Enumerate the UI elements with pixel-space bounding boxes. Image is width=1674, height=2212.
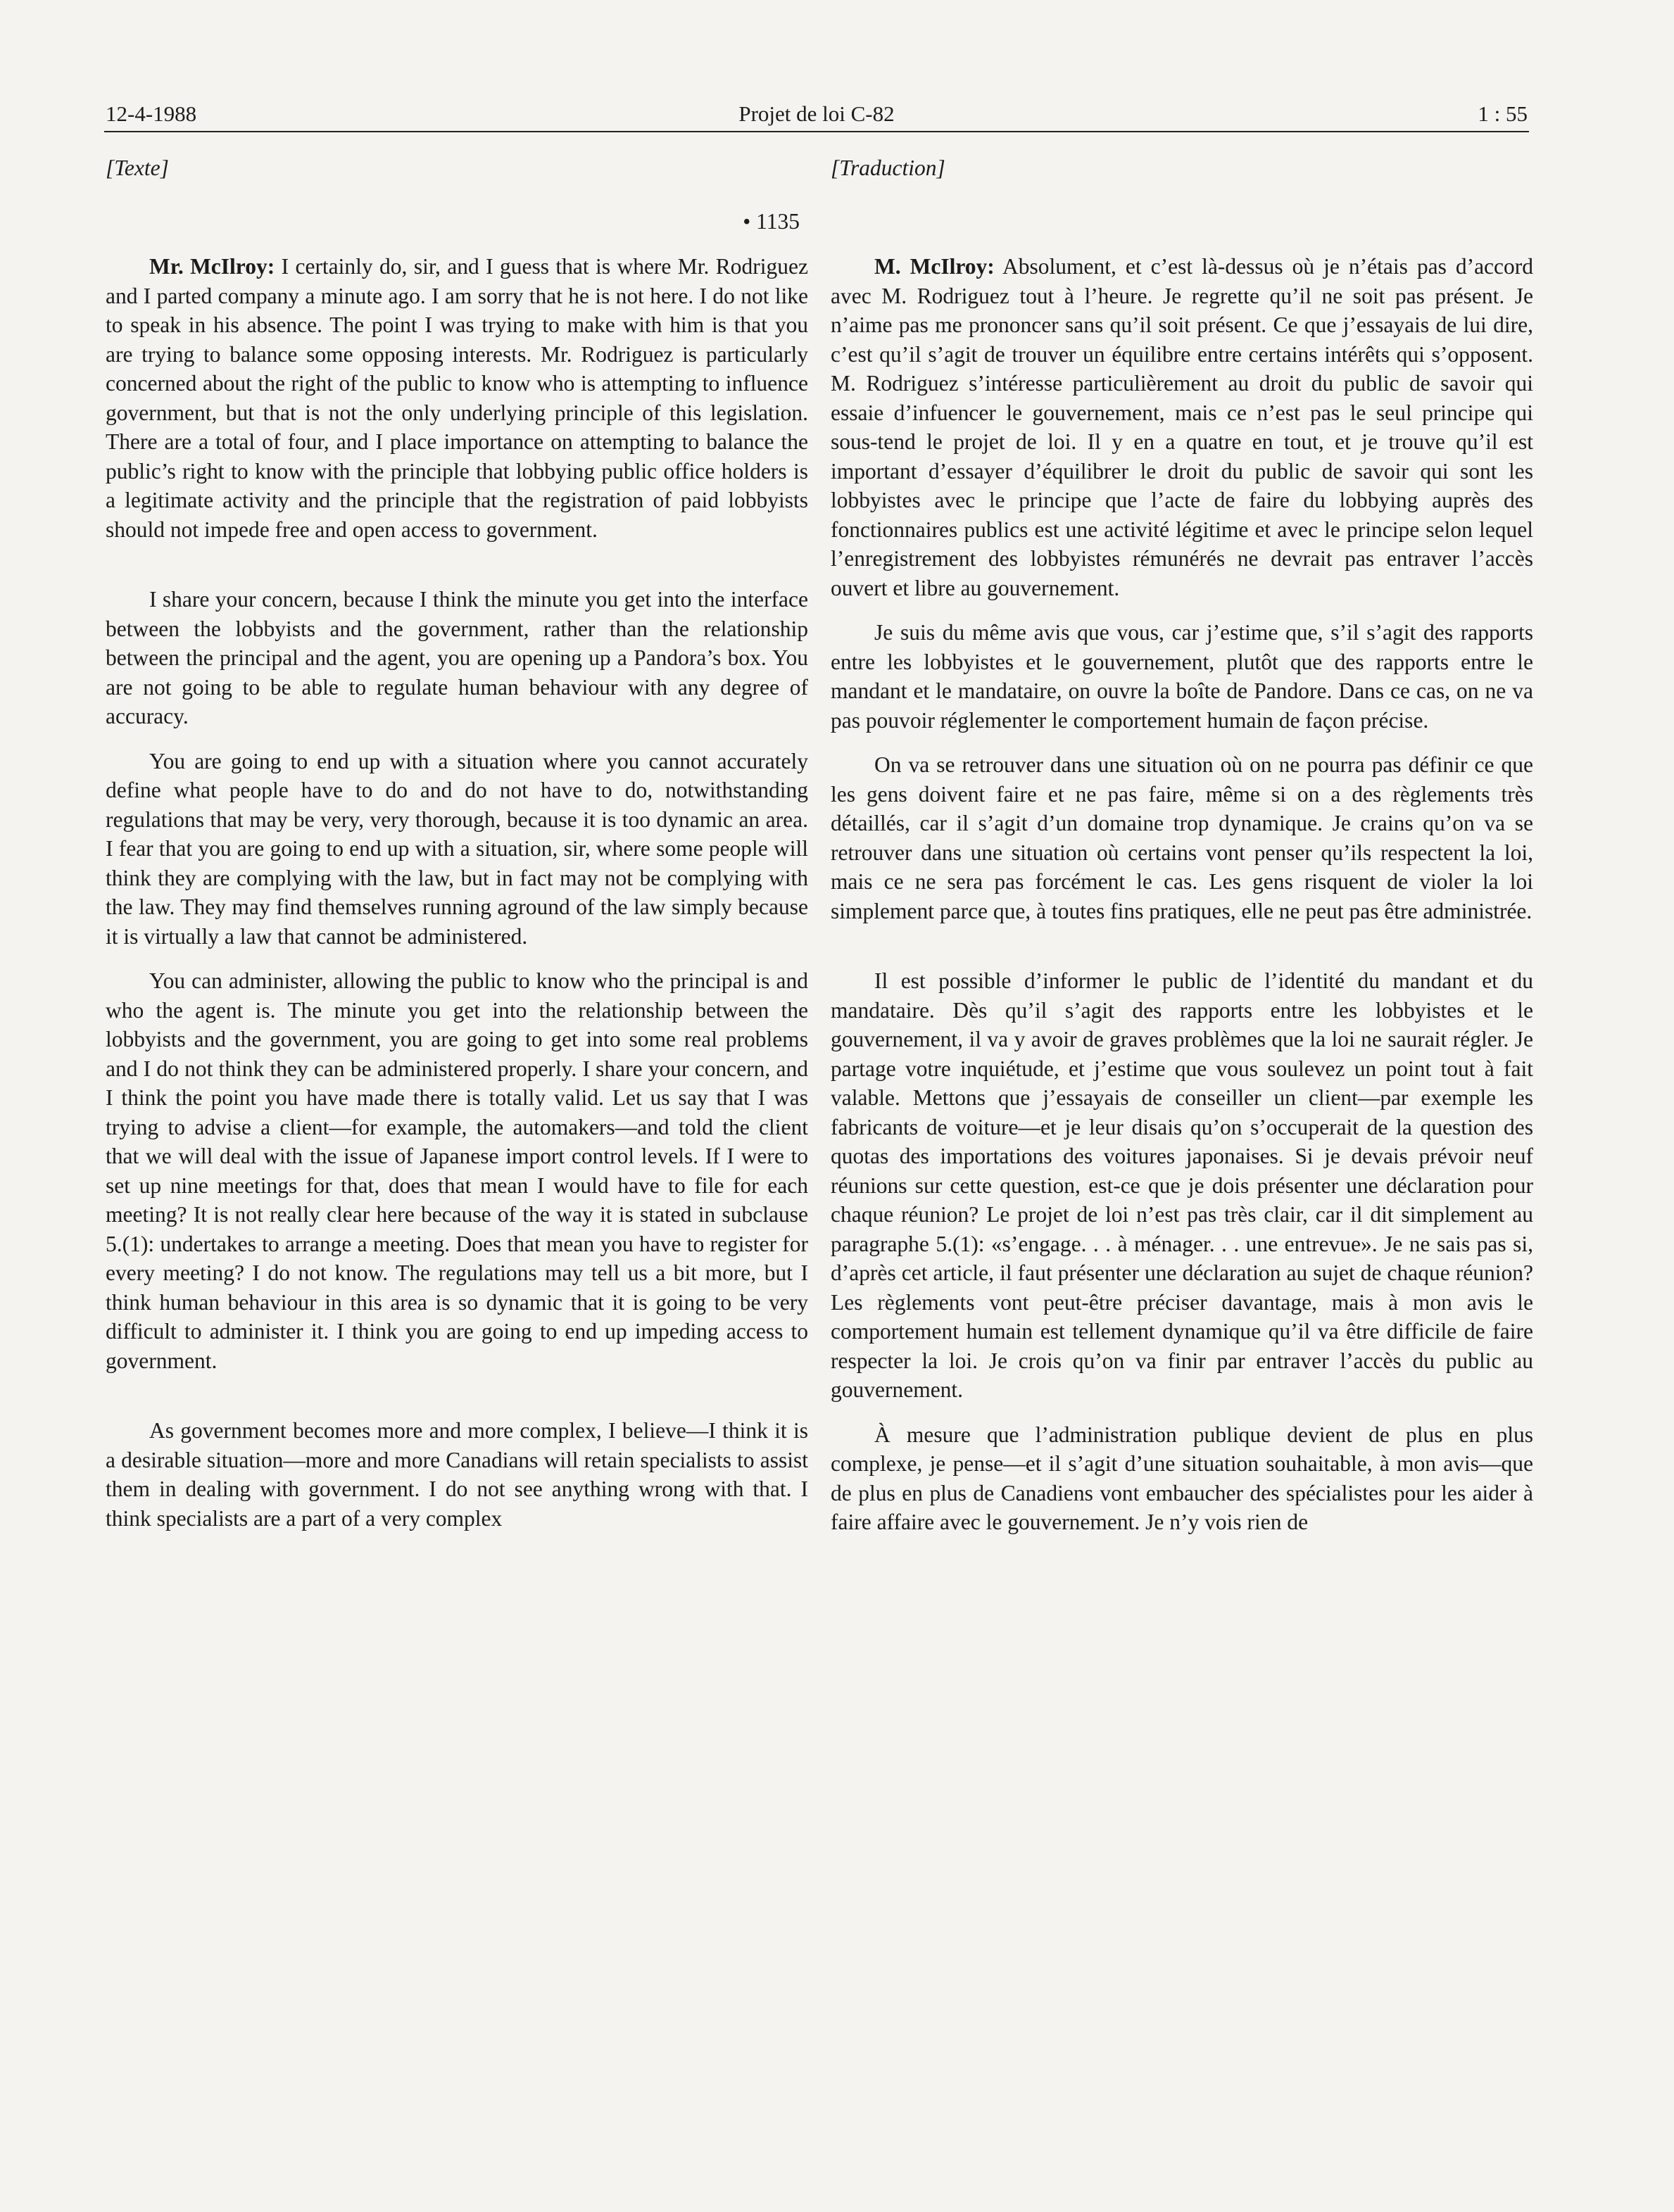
marker-spacer [831, 207, 1533, 252]
header-divider [104, 131, 1529, 132]
speaker-name: M. McIlroy: [874, 254, 995, 279]
paragraph-text: Absolument, et c’est là-dessus où je n’étais pas d’accord avec M. Rodriguez tout à l’heure. Je regrette qu’il ne soit pas présent. Je n’aime pas me prononcer sans qu’il soit présent. Ce que j’essayais de lui dire, c’est qu’il s’agit de trouver un équilibre entre certains intérêts qui s’opposent. M. Rodriguez s’intéresse particulièrement au droit du public de savoir qui essaie d’infuencer le gouvernement, mais ce n’est pas le seul principe qui sous-tend le projet de loi. Il y en a quatre en tout, et je trouve qu’il est important d’essayer d’équilibrer le droit du public de savoir qui sont les lobbyistes avec le principe que l’acte de faire du lobbying auprès des fonctionnaires publics est une activité légitime et avec le principe selon lequel l’enregistrement des lobbyistes rémunérés ne devrait pas entraver l’accès ouvert et libre au gouvernement. [831, 254, 1534, 600]
left-paragraph-4: You can administer, allowing the public to know who the principal is and who the agent is. The minute you get into the relationship between the lobbyists and the government, you are going to get into some real problems and I do not think they can be administered properly. I share your concern, and I think the point you have made there is totally valid. Let us say that I was trying to advise a client—for example, the automakers—and told the client that we will deal with the issue of Japanese import control levels. If I were to set up nine meetings for that, does that mean I would have to file for each meeting? It is not really clear here because of the way it is stated in subclause 5.(1): undertakes to arrange a meeting. Does that mean you have to register for every meeting? I do not know. The regulations may tell us a bit more, but I think human behaviour in this area is so dynamic that it is going to be very difficult to administer it. I think you are going to end up impeding access to government. [106, 968, 808, 1373]
header-page-number: 1 : 55 [1478, 101, 1528, 126]
left-paragraph-3: You are going to end up with a situation where you cannot accurately define what people have to do and do not have to do, notwithstanding regulations that may be very, very thorough, because it is too dynamic an area. I fear that you are going to end up with a situation, sir, where some people will think they are complying with the law, but in fact may not be complying with the law. They may find themselves running aground of the law simply because it is virtually a law that cannot be administered. [106, 748, 808, 949]
right-column-french [831, 153, 1533, 1537]
left-column-english [106, 153, 808, 1533]
right-paragraph-4: Il est possible d’informer le public de l’identité du mandant et du mandataire. Dès qu’il s’agit des rapports entre les lobbyistes et le gouvernement, il va y avoir de graves problèmes que la loi ne saurait régler. Je partage votre inquiétude, et j’estime que vous soulevez un point tout à fait valable. Mettons que j’essayais de conseiller un client—par exemple les fabricants de voiture—et je leur disais qu’on s’occuperait de la question des quotas des importations des voitures japonaises. Si je devais prévoir neuf réunions sur cette question, est-ce que je dois présenter une déclaration pour chaque réunion? Le projet de loi n’est pas très clair, car il dit simplement au paragraphe 5.(1): «s’engage. . . à ménager. . . une entrevue». Je ne sais pas si, d’après cet article, il faut présenter une déclaration au sujet de chaque réunion? Les règlements vont peut-être préciser davantage, mais à mon avis le comportement humain est tellement dynamique qu’il va être difficile de faire respecter la loi. Je crois qu’on va finir par entraver l’accès du public au gouvernement. [831, 968, 1533, 1402]
left-paragraph-5: As government becomes more and more complex, I believe—I think it is a desirable situation—more and more Canadians will retain specialists to assist them in dealing with government. I do not see anything wrong with that. I think specialists are a part of a very complex [106, 1418, 808, 1531]
left-paragraph-2: I share your concern, because I think the minute you get into the interface between the lobbyists and the government, rather than the relationship between the principal and the agent, you are opening up a Pandora’s box. You are not going to be able to regulate human behaviour with any degree of accuracy. [106, 587, 808, 728]
section-label-texte: [Texte] [106, 156, 169, 180]
paragraph-text: I certainly do, sir, and I guess that is where Mr. Rodriguez and I parted company a minute ago. I am sorry that he is not here. I do not like to speak in his absence. The point I was trying to make with him is that you are trying to balance some opposing interests. Mr. Rodriguez is particularly concerned about the right of the public to know who is attempting to influence government, but that is not the only underlying principle of this legislation. There are a total of four, and I place importance on attempting to balance the public’s right to know with the principle that lobbying public office holders is a legitimate activity and the principle that the registration of paid lobbyists should not impede free and open access to government. [106, 254, 809, 542]
header-title: Projet de loi C-82 [738, 101, 895, 126]
header-date: 12-4-1988 [106, 101, 197, 126]
time-marker: • 1135 [743, 209, 800, 234]
left-paragraph-1 [106, 252, 808, 544]
right-paragraph-1 [831, 252, 1533, 602]
right-paragraph-3: On va se retrouver dans une situation où on ne pourra pas définir ce que les gens doivent faire et ne pas faire, même si on a des règlements très détaillés, car il s’agit d’un domaine trop dynamique. Je crains qu’on va se retrouver dans une situation où certains vont penser qu’ils respectent la loi, mais ce ne sera pas forcément le cas. Les gens risquent de violer la loi simplement parce que, à toutes fins pratiques, elle ne peut pas être administrée. [831, 752, 1533, 923]
right-paragraph-5: À mesure que l’administration publique devient de plus en plus complexe, je pense—et il s’agit d’une situation souhaitable, à mon avis—que de plus en plus de Canadiens vont embaucher des spécialistes pour les aider à faire affaire avec le gouvernement. Je n’y vois rien de [831, 1422, 1533, 1534]
page-header [106, 99, 1528, 129]
right-paragraph-2: Je suis du même avis que vous, car j’estime que, s’il s’agit des rapports entre les lobbyistes et le gouvernement, plutôt que des rapports entre le mandant et le mandataire, on ouvre la boîte de Pandore. Dans ce cas, on ne va pas pouvoir réglementer le comportement humain de façon précise. [831, 620, 1533, 733]
section-label-traduction: [Traduction] [831, 156, 945, 180]
speaker-name: Mr. McIlroy: [149, 254, 275, 279]
